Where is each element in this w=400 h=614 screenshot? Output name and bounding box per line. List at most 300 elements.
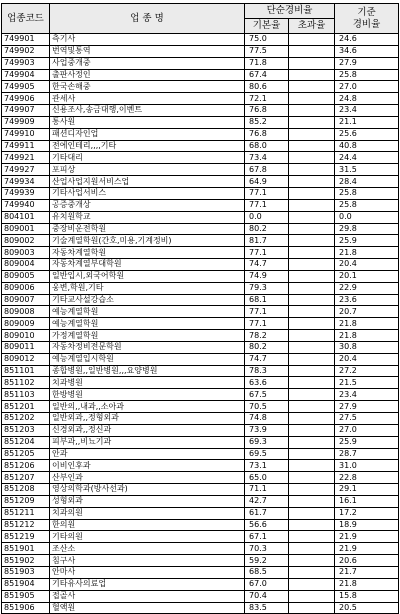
header-industry-name: 업 종 명 [50,4,245,34]
industry-name-cell: 전에인테리,,,,기타 [50,140,245,152]
excess-rate-cell [289,187,335,199]
standard-rate-cell: 27.5 [335,413,399,425]
basic-rate-cell: 59.2 [245,555,289,567]
basic-rate-cell: 83.5 [245,602,289,614]
basic-rate-cell: 67.0 [245,578,289,590]
basic-rate-cell: 72.1 [245,93,289,105]
industry-code-cell: 749904 [2,69,50,81]
excess-rate-cell [289,152,335,164]
basic-rate-cell: 56.6 [245,519,289,531]
excess-rate-cell [289,93,335,105]
basic-rate-cell: 63.6 [245,377,289,389]
table-row [2,484,399,496]
industry-name-cell: 공증중개상 [50,199,245,211]
industry-code-cell: 809004 [2,259,50,271]
table-row [2,590,399,602]
industry-code-cell: 851203 [2,424,50,436]
excess-rate-cell [289,460,335,472]
excess-rate-cell [289,424,335,436]
standard-rate-cell: 22.8 [335,472,399,484]
industry-code-cell: 749927 [2,164,50,176]
table-row [2,199,399,211]
standard-rate-cell: 20.4 [335,353,399,365]
excess-rate-cell [289,484,335,496]
industry-name-cell: 한국손해중 [50,81,245,93]
basic-rate-cell: 64.9 [245,176,289,188]
excess-rate-cell [289,306,335,318]
table-row [2,519,399,531]
industry-code-cell: 851204 [2,436,50,448]
industry-name-cell: 일반입시,외국어학원 [50,270,245,282]
industry-name-cell: 기타의원 [50,531,245,543]
industry-name-cell: 신용조사,송금대행,이벤트 [50,105,245,117]
basic-rate-cell: 67.1 [245,531,289,543]
standard-rate-cell: 25.8 [335,199,399,211]
industry-name-cell: 측기사 [50,34,245,46]
basic-rate-cell: 67.4 [245,69,289,81]
basic-rate-cell: 71.8 [245,57,289,69]
standard-rate-cell: 25.8 [335,69,399,81]
industry-name-cell: 번역및통역 [50,45,245,57]
excess-rate-cell [289,128,335,140]
industry-code-cell: 851219 [2,531,50,543]
industry-code-cell: 809012 [2,353,50,365]
standard-rate-cell: 21.8 [335,247,399,259]
industry-code-cell: 749934 [2,176,50,188]
table-row [2,282,399,294]
industry-name-cell: 통사원 [50,116,245,128]
industry-name-cell: 기술계열학원(간호,미용,기계정비) [50,235,245,247]
standard-rate-cell: 24.4 [335,152,399,164]
table-row [2,413,399,425]
standard-rate-cell: 29.1 [335,484,399,496]
standard-rate-cell: 21.8 [335,578,399,590]
standard-rate-cell: 21.5 [335,377,399,389]
industry-name-cell: 관세사 [50,93,245,105]
basic-rate-cell: 74.7 [245,259,289,271]
excess-rate-cell [289,495,335,507]
industry-code-cell: 851102 [2,377,50,389]
industry-code-cell: 749906 [2,93,50,105]
basic-rate-cell: 76.8 [245,128,289,140]
industry-name-cell: 사업중개중 [50,57,245,69]
industry-code-cell: 851206 [2,460,50,472]
industry-code-cell: 809009 [2,318,50,330]
table-row [2,353,399,365]
excess-rate-cell [289,531,335,543]
excess-rate-cell [289,176,335,188]
basic-rate-cell: 68.5 [245,566,289,578]
industry-code-cell: 749921 [2,152,50,164]
standard-rate-cell: 30.8 [335,341,399,353]
table-row [2,105,399,117]
basic-rate-cell: 42.7 [245,495,289,507]
industry-code-cell: 851101 [2,365,50,377]
table-row [2,341,399,353]
standard-rate-cell: 21.8 [335,330,399,342]
basic-rate-cell: 74.7 [245,353,289,365]
standard-rate-cell: 27.9 [335,57,399,69]
standard-rate-cell: 31.0 [335,460,399,472]
excess-rate-cell [289,377,335,389]
basic-rate-cell: 77.1 [245,306,289,318]
standard-rate-cell: 27.0 [335,81,399,93]
excess-rate-cell [289,507,335,519]
basic-rate-cell: 78.2 [245,330,289,342]
industry-code-cell: 851205 [2,448,50,460]
basic-rate-cell: 80.6 [245,81,289,93]
standard-rate-cell: 20.5 [335,602,399,614]
table-row [2,128,399,140]
excess-rate-cell [289,555,335,567]
standard-rate-cell: 23.4 [335,389,399,401]
industry-code-cell: 851901 [2,543,50,555]
excess-rate-cell [289,578,335,590]
table-row [2,389,399,401]
excess-rate-cell [289,235,335,247]
excess-rate-cell [289,543,335,555]
basic-rate-cell: 67.8 [245,164,289,176]
basic-rate-cell: 69.5 [245,448,289,460]
table-row [2,377,399,389]
industry-code-cell: 749940 [2,199,50,211]
industry-name-cell: 안과 [50,448,245,460]
excess-rate-cell [289,318,335,330]
basic-rate-cell: 65.0 [245,472,289,484]
basic-rate-cell: 73.9 [245,424,289,436]
header-basic-rate: 기본율 [245,19,289,34]
excess-rate-cell [289,105,335,117]
industry-code-cell: 851209 [2,495,50,507]
expense-rate-table [1,3,399,614]
basic-rate-cell: 81.7 [245,235,289,247]
industry-name-cell: 출판사정인 [50,69,245,81]
table-row [2,555,399,567]
industry-name-cell: 안마사 [50,566,245,578]
industry-code-cell: 851202 [2,413,50,425]
excess-rate-cell [289,401,335,413]
excess-rate-cell [289,566,335,578]
excess-rate-cell [289,590,335,602]
basic-rate-cell: 77.1 [245,187,289,199]
basic-rate-cell: 0.0 [245,211,289,223]
industry-name-cell: 웅변,학원,기타 [50,282,245,294]
table-row [2,306,399,318]
industry-name-cell: 자동차계열학원 [50,247,245,259]
standard-rate-cell: 28.7 [335,448,399,460]
basic-rate-cell: 78.3 [245,365,289,377]
excess-rate-cell [289,436,335,448]
table-body [2,34,399,614]
table-row [2,69,399,81]
table-row [2,460,399,472]
industry-code-cell: 749910 [2,128,50,140]
table-row [2,365,399,377]
industry-name-cell: 한의원 [50,519,245,531]
excess-rate-cell [289,34,335,46]
industry-code-cell: 851904 [2,578,50,590]
industry-name-cell: 조산소 [50,543,245,555]
industry-code-cell: 749939 [2,187,50,199]
excess-rate-cell [289,211,335,223]
standard-rate-cell: 27.9 [335,401,399,413]
standard-rate-cell: 21.1 [335,116,399,128]
table-row [2,531,399,543]
header-excess-rate: 초과율 [289,19,335,34]
table-row [2,81,399,93]
industry-name-cell: 기타사업서비스 [50,187,245,199]
standard-rate-cell: 23.6 [335,294,399,306]
industry-code-cell: 809007 [2,294,50,306]
industry-code-cell: 809001 [2,223,50,235]
basic-rate-cell: 76.8 [245,105,289,117]
industry-code-cell: 851207 [2,472,50,484]
table-row [2,424,399,436]
excess-rate-cell [289,365,335,377]
table-row [2,116,399,128]
industry-code-cell: 804101 [2,211,50,223]
excess-rate-cell [289,519,335,531]
standard-rate-cell: 24.6 [335,34,399,46]
table-row [2,330,399,342]
industry-name-cell: 자동차계열부대학원 [50,259,245,271]
industry-code-cell: 851905 [2,590,50,602]
basic-rate-cell: 77.5 [245,45,289,57]
standard-rate-cell: 20.7 [335,306,399,318]
basic-rate-cell: 67.5 [245,389,289,401]
industry-name-cell: 침구사 [50,555,245,567]
industry-name-cell: 예능계열학원 [50,318,245,330]
industry-name-cell: 기타대리 [50,152,245,164]
table-row [2,140,399,152]
industry-name-cell: 피부과,,비뇨기과 [50,436,245,448]
standard-rate-cell: 22.9 [335,282,399,294]
industry-name-cell: 한방병원 [50,389,245,401]
basic-rate-cell: 77.1 [245,199,289,211]
table-row [2,34,399,46]
basic-rate-cell: 70.3 [245,543,289,555]
table-row [2,187,399,199]
industry-name-cell: 패션디자인업 [50,128,245,140]
industry-name-cell: 산부인과 [50,472,245,484]
industry-name-cell: 일반외과,,정형외과 [50,413,245,425]
standard-rate-cell: 29.8 [335,223,399,235]
standard-rate-cell: 21.9 [335,531,399,543]
basic-rate-cell: 77.1 [245,247,289,259]
standard-rate-cell: 20.4 [335,259,399,271]
table-row [2,152,399,164]
industry-name-cell: 예능계열입시학원 [50,353,245,365]
table-row [2,436,399,448]
table-row [2,401,399,413]
industry-name-cell: 혈액원 [50,602,245,614]
industry-code-cell: 809006 [2,282,50,294]
excess-rate-cell [289,472,335,484]
table-row [2,495,399,507]
excess-rate-cell [289,413,335,425]
standard-rate-cell: 23.4 [335,105,399,117]
industry-name-cell: 일반의,,내과,,소아과 [50,401,245,413]
table-row [2,472,399,484]
standard-rate-cell: 18.9 [335,519,399,531]
table-row [2,259,399,271]
industry-code-cell: 749905 [2,81,50,93]
table-row [2,294,399,306]
industry-name-cell: 치과의원 [50,507,245,519]
excess-rate-cell [289,341,335,353]
basic-rate-cell: 61.7 [245,507,289,519]
table-row [2,270,399,282]
standard-rate-cell: 21.8 [335,318,399,330]
basic-rate-cell: 85.2 [245,116,289,128]
table-row [2,235,399,247]
industry-name-cell: 산업사업지원서비스업 [50,176,245,188]
industry-code-cell: 851903 [2,566,50,578]
excess-rate-cell [289,282,335,294]
industry-name-cell: 영상의학과(방사선과) [50,484,245,496]
excess-rate-cell [289,199,335,211]
industry-code-cell: 809011 [2,341,50,353]
industry-name-cell: 유치원학교 [50,211,245,223]
table-row [2,164,399,176]
industry-name-cell: 치과병원 [50,377,245,389]
industry-code-cell: 749911 [2,140,50,152]
table-row [2,507,399,519]
industry-name-cell: 가정계열학원 [50,330,245,342]
excess-rate-cell [289,116,335,128]
table-row [2,247,399,259]
basic-rate-cell: 68.0 [245,140,289,152]
table-row [2,566,399,578]
table-row [2,578,399,590]
basic-rate-cell: 74.8 [245,413,289,425]
industry-code-cell: 851212 [2,519,50,531]
standard-rate-cell: 25.9 [335,235,399,247]
basic-rate-cell: 73.4 [245,152,289,164]
industry-name-cell: 종합병원,,일반병원,,,요양병원 [50,365,245,377]
excess-rate-cell [289,247,335,259]
excess-rate-cell [289,140,335,152]
excess-rate-cell [289,164,335,176]
excess-rate-cell [289,448,335,460]
industry-code-cell: 809003 [2,247,50,259]
excess-rate-cell [289,45,335,57]
table-row [2,543,399,555]
industry-name-cell: 접골사 [50,590,245,602]
header-simple-expense-rate: 단순경비율 [245,4,335,19]
basic-rate-cell: 80.2 [245,223,289,235]
industry-code-cell: 749902 [2,45,50,57]
industry-name-cell: 기타유사의료업 [50,578,245,590]
header-industry-code: 업종코드 [2,4,50,34]
basic-rate-cell: 70.4 [245,590,289,602]
standard-rate-cell: 21.9 [335,543,399,555]
industry-name-cell: 중장비운전학원 [50,223,245,235]
excess-rate-cell [289,81,335,93]
industry-code-cell: 851201 [2,401,50,413]
excess-rate-cell [289,57,335,69]
basic-rate-cell: 68.1 [245,294,289,306]
industry-code-cell: 749903 [2,57,50,69]
table-row [2,45,399,57]
basic-rate-cell: 77.1 [245,318,289,330]
standard-rate-cell: 27.2 [335,365,399,377]
table-row [2,211,399,223]
table-row [2,93,399,105]
standard-rate-cell: 40.8 [335,140,399,152]
excess-rate-cell [289,294,335,306]
basic-rate-cell: 73.1 [245,460,289,472]
industry-code-cell: 851211 [2,507,50,519]
industry-code-cell: 749907 [2,105,50,117]
industry-name-cell: 자동차정비전문학원 [50,341,245,353]
excess-rate-cell [289,270,335,282]
table-row [2,223,399,235]
industry-code-cell: 809008 [2,306,50,318]
excess-rate-cell [289,353,335,365]
standard-rate-cell: 27.0 [335,424,399,436]
industry-code-cell: 809010 [2,330,50,342]
excess-rate-cell [289,259,335,271]
table-row [2,57,399,69]
industry-code-cell: 749901 [2,34,50,46]
standard-rate-cell: 31.5 [335,164,399,176]
basic-rate-cell: 70.5 [245,401,289,413]
standard-rate-cell: 16.1 [335,495,399,507]
industry-code-cell: 851902 [2,555,50,567]
standard-rate-cell: 21.7 [335,566,399,578]
basic-rate-cell: 79.3 [245,282,289,294]
table-row [2,176,399,188]
industry-name-cell: 기타교사설강습소 [50,294,245,306]
standard-rate-cell: 34.6 [335,45,399,57]
standard-rate-cell: 25.9 [335,436,399,448]
basic-rate-cell: 75.0 [245,34,289,46]
standard-rate-cell: 20.6 [335,555,399,567]
standard-rate-cell: 25.6 [335,128,399,140]
industry-code-cell: 809005 [2,270,50,282]
standard-rate-cell: 25.8 [335,187,399,199]
industry-code-cell: 851103 [2,389,50,401]
industry-code-cell: 809002 [2,235,50,247]
industry-code-cell: 749909 [2,116,50,128]
standard-rate-cell: 15.8 [335,590,399,602]
industry-name-cell: 이비인후과 [50,460,245,472]
industry-code-cell: 851208 [2,484,50,496]
header-standard-expense-rate: 기준 경비율 [335,4,399,34]
standard-rate-cell: 24.8 [335,93,399,105]
industry-name-cell: 신경외과,,정신과 [50,424,245,436]
standard-rate-cell: 17.2 [335,507,399,519]
basic-rate-cell: 74.9 [245,270,289,282]
excess-rate-cell [289,330,335,342]
standard-rate-cell: 0.0 [335,211,399,223]
industry-name-cell: 포피상 [50,164,245,176]
standard-rate-cell: 28.4 [335,176,399,188]
basic-rate-cell: 69.3 [245,436,289,448]
table-row [2,448,399,460]
excess-rate-cell [289,69,335,81]
industry-name-cell: 성형외과 [50,495,245,507]
standard-rate-cell: 20.1 [335,270,399,282]
basic-rate-cell: 71.1 [245,484,289,496]
table-row [2,318,399,330]
excess-rate-cell [289,223,335,235]
basic-rate-cell: 80.2 [245,341,289,353]
excess-rate-cell [289,389,335,401]
industry-code-cell: 851906 [2,602,50,614]
industry-name-cell: 예능계열학원 [50,306,245,318]
